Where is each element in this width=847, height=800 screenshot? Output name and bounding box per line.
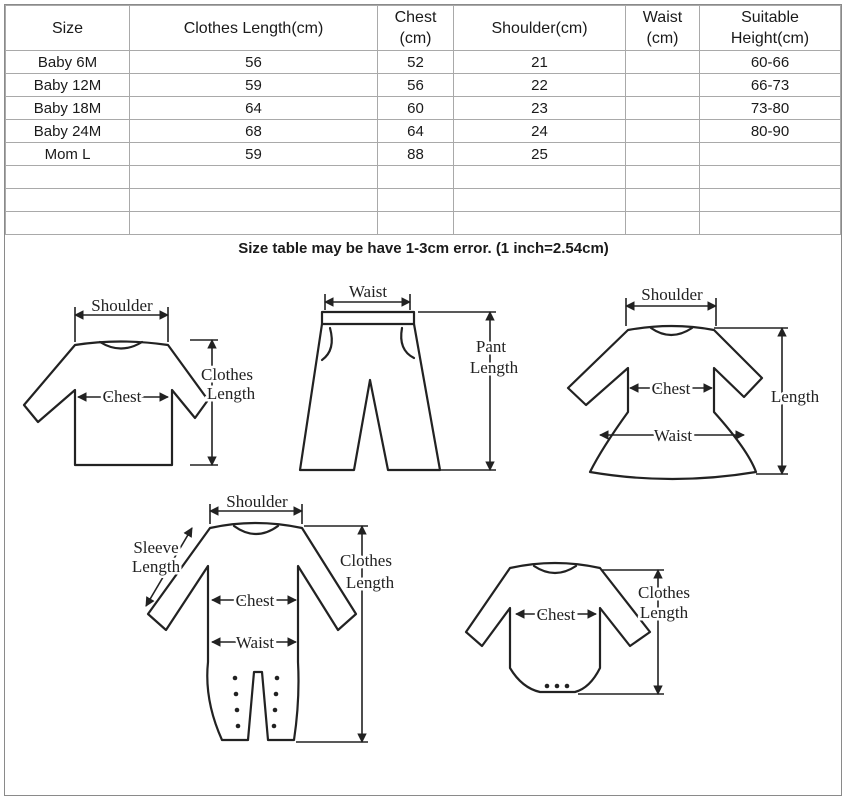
table-cell bbox=[700, 189, 841, 212]
table-cell: 56 bbox=[130, 51, 378, 74]
dress-waist-label: Waist bbox=[653, 426, 693, 445]
header-size: Size bbox=[6, 6, 130, 51]
table-cell: 22 bbox=[454, 74, 626, 97]
table-cell: 23 bbox=[454, 97, 626, 120]
table-cell bbox=[626, 189, 700, 212]
table-cell bbox=[378, 189, 454, 212]
dress-shoulder-label: Shoulder bbox=[641, 285, 703, 304]
table-cell bbox=[626, 143, 700, 166]
romper-sleeve-label-2: Length bbox=[131, 557, 181, 576]
table-cell: 24 bbox=[454, 120, 626, 143]
table-row bbox=[6, 166, 841, 189]
shirt-length-label-2: Length bbox=[206, 384, 256, 403]
shirt-length-label-1: Clothes bbox=[201, 365, 253, 384]
table-row bbox=[6, 212, 841, 235]
table-cell: Baby 6M bbox=[6, 51, 130, 74]
header-suitable-height: Suitable Height(cm) bbox=[700, 6, 841, 51]
table-cell: 80-90 bbox=[700, 120, 841, 143]
table-cell bbox=[454, 212, 626, 235]
table-cell bbox=[700, 166, 841, 189]
pants-length-label-1: Pant bbox=[475, 337, 507, 356]
bodysuit-length-label-1: Clothes bbox=[638, 583, 690, 602]
table-cell bbox=[626, 120, 700, 143]
table-row bbox=[6, 143, 841, 166]
shirt-chest-label: Chest bbox=[102, 387, 142, 406]
table-cell bbox=[130, 189, 378, 212]
table-cell: 52 bbox=[378, 51, 454, 74]
romper-length-label-2: Length bbox=[345, 573, 395, 592]
table-cell: Mom L bbox=[6, 143, 130, 166]
table-cell: 59 bbox=[130, 143, 378, 166]
header-waist: Waist (cm) bbox=[626, 6, 700, 51]
table-cell bbox=[6, 166, 130, 189]
table-cell: 60 bbox=[378, 97, 454, 120]
bodysuit-length-label-2: Length bbox=[639, 603, 689, 622]
romper-shoulder-label: Shoulder bbox=[226, 492, 288, 511]
table-cell: Baby 18M bbox=[6, 97, 130, 120]
measurement-diagrams bbox=[0, 260, 847, 800]
table-cell: 66-73 bbox=[700, 74, 841, 97]
romper-waist-label: Waist bbox=[235, 633, 275, 652]
header-chest: Chest (cm) bbox=[378, 6, 454, 51]
table-cell: 21 bbox=[454, 51, 626, 74]
table-cell: 64 bbox=[378, 120, 454, 143]
header-clothes-length: Clothes Length(cm) bbox=[130, 6, 378, 51]
table-cell bbox=[6, 212, 130, 235]
romper-outline bbox=[148, 523, 356, 740]
table-cell bbox=[130, 166, 378, 189]
pants-length-label-2: Length bbox=[469, 358, 519, 377]
size-note: Size table may be have 1-3cm error. (1 inch=2.54cm) bbox=[238, 240, 609, 257]
table-cell bbox=[454, 189, 626, 212]
dress-chest-label: Chest bbox=[651, 379, 691, 398]
bodysuit-diagram bbox=[466, 563, 690, 694]
table-cell: 73-80 bbox=[700, 97, 841, 120]
table-cell: 25 bbox=[454, 143, 626, 166]
table-cell: 60-66 bbox=[700, 51, 841, 74]
table-cell bbox=[378, 212, 454, 235]
header-shoulder: Shoulder(cm) bbox=[454, 6, 626, 51]
table-cell bbox=[454, 166, 626, 189]
size-table bbox=[5, 5, 841, 235]
table-row bbox=[6, 74, 841, 97]
table-cell bbox=[378, 166, 454, 189]
table-cell: 88 bbox=[378, 143, 454, 166]
bodysuit-outline bbox=[466, 563, 650, 692]
table-cell bbox=[6, 189, 130, 212]
table-cell bbox=[130, 212, 378, 235]
dress-outline bbox=[568, 326, 762, 479]
table-cell bbox=[626, 97, 700, 120]
table-cell bbox=[626, 74, 700, 97]
table-cell bbox=[700, 212, 841, 235]
table-row bbox=[6, 120, 841, 143]
bodysuit-chest-label: Chest bbox=[536, 605, 576, 624]
table-row bbox=[6, 97, 841, 120]
romper-sleeve-label-1: Sleeve bbox=[133, 538, 179, 557]
table-header-row bbox=[6, 6, 841, 51]
table-row bbox=[6, 189, 841, 212]
dress-length-label: Length bbox=[770, 387, 820, 406]
romper-diagram bbox=[132, 492, 395, 742]
table-cell: 56 bbox=[378, 74, 454, 97]
romper-length-label-1: Clothes bbox=[340, 551, 392, 570]
table-cell: Baby 24M bbox=[6, 120, 130, 143]
table-cell bbox=[700, 143, 841, 166]
table-cell: Baby 12M bbox=[6, 74, 130, 97]
dress-diagram bbox=[568, 285, 820, 479]
table-cell: 68 bbox=[130, 120, 378, 143]
pants-waist-label: Waist bbox=[348, 282, 388, 301]
table-cell bbox=[626, 212, 700, 235]
table-cell: 59 bbox=[130, 74, 378, 97]
table-row bbox=[6, 51, 841, 74]
pants-diagram bbox=[300, 282, 519, 470]
shirt-shoulder-label: Shoulder bbox=[91, 296, 153, 315]
table-cell bbox=[626, 51, 700, 74]
table-cell: 64 bbox=[130, 97, 378, 120]
romper-chest-label: Chest bbox=[235, 591, 275, 610]
pants-outline bbox=[300, 312, 440, 470]
table-cell bbox=[626, 166, 700, 189]
shirt-diagram bbox=[24, 296, 256, 465]
